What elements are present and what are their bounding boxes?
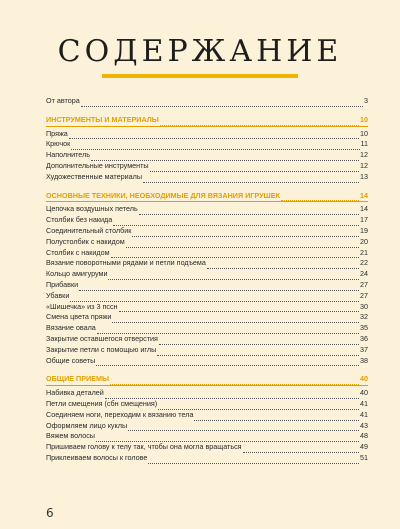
toc-entry[interactable]	[46, 356, 368, 367]
toc-entry-label: Набивка деталей	[46, 388, 104, 398]
dot-leader	[243, 445, 359, 453]
toc-section-heading[interactable]	[46, 374, 368, 385]
toc-entry[interactable]	[46, 291, 368, 302]
toc-entry-page: 32	[360, 312, 368, 322]
dot-leader	[111, 250, 359, 258]
toc-entry-page: 49	[360, 442, 368, 452]
toc-entry[interactable]	[46, 302, 368, 313]
toc-entry-page: 41	[360, 398, 368, 408]
toc-entry[interactable]	[46, 237, 368, 248]
dot-leader	[81, 99, 363, 107]
dot-leader	[132, 229, 359, 237]
toc-entry-label: Дополнительные инструменты	[46, 160, 149, 170]
dot-leader	[150, 164, 359, 172]
toc-entry[interactable]	[46, 161, 368, 172]
toc-section-label: ИНСТРУМЕНТЫ И МАТЕРИАЛЫ	[46, 114, 159, 124]
toc-entry-label: Приклеиваем волосы к голове	[46, 452, 148, 462]
toc-section-page: 40	[360, 374, 368, 384]
toc-entry-label: Закрытие оставшегося отверстия	[46, 333, 158, 343]
dot-leader	[113, 218, 359, 226]
toc-entry-label: Вязание овала	[46, 323, 96, 333]
dot-leader	[79, 283, 359, 291]
toc-entry-label: Цепочка воздушных петель	[46, 204, 138, 214]
toc-entry[interactable]	[46, 442, 368, 453]
toc-entry-label: Петли смещения (сбн смещения)	[46, 398, 158, 408]
toc-entry-page: 14	[360, 204, 368, 214]
dot-leader	[148, 456, 359, 464]
dot-leader	[112, 315, 359, 323]
dot-leader	[96, 358, 359, 366]
dot-leader	[70, 294, 359, 302]
toc-section-label: ОБЩИЕ ПРИЕМЫ	[46, 374, 109, 384]
toc-entry-label: Закрытие петли с помощью иглы	[46, 344, 157, 354]
toc-entry-page: 37	[360, 344, 368, 354]
toc-entry-label: Столбик без накида	[46, 215, 113, 225]
toc-entry-label: Пряжа	[46, 128, 68, 138]
toc-entry-page: 12	[360, 160, 368, 170]
toc-entry-page: 19	[360, 225, 368, 235]
toc-entry-page: 10	[360, 128, 368, 138]
toc-entry-label: Общие советы	[46, 355, 96, 365]
toc-entry-label: Кольцо амигуруми	[46, 269, 108, 279]
toc-entry-page: 21	[360, 247, 368, 257]
toc-entry-page: 30	[360, 301, 368, 311]
toc-entry[interactable]	[46, 323, 368, 334]
dot-leader	[207, 261, 359, 269]
toc-entry-page: 27	[360, 290, 368, 300]
toc-entry-label: Крючок	[46, 139, 71, 149]
section-divider	[46, 385, 368, 386]
toc-entry[interactable]	[46, 334, 368, 345]
toc-entry[interactable]	[46, 410, 368, 421]
page-title: СОДЕРЖАНИЕ	[57, 34, 343, 69]
toc-entry[interactable]	[46, 453, 368, 464]
dot-leader	[96, 434, 359, 442]
toc-entry-page: 17	[360, 215, 368, 225]
dot-leader	[139, 207, 359, 215]
toc-entry-page: 40	[360, 388, 368, 398]
dot-leader	[69, 131, 359, 139]
toc-entry-page: 43	[360, 420, 368, 430]
toc-entry-page: 13	[360, 171, 368, 181]
dot-leader	[194, 413, 359, 421]
toc-entry[interactable]	[46, 345, 368, 356]
table-of-contents	[46, 96, 368, 464]
dot-leader	[160, 118, 359, 126]
toc-entry-label: Наполнитель	[46, 150, 91, 160]
toc-entry-page: 51	[360, 452, 368, 462]
title-underline	[102, 74, 298, 78]
toc-entry-intro[interactable]	[46, 96, 368, 107]
section-divider	[46, 201, 368, 202]
toc-entry[interactable]	[46, 269, 368, 280]
toc-entry-label: Убавки	[46, 290, 70, 300]
dot-leader	[157, 348, 359, 356]
toc-section-page: 10	[360, 114, 368, 124]
toc-entry-page: 3	[364, 96, 368, 105]
toc-entry-page: 24	[360, 269, 368, 279]
toc-entry-page: 20	[360, 236, 368, 246]
toc-entry-label: Вязание поворотными рядами и петли подъема	[46, 258, 206, 268]
dot-leader	[158, 402, 359, 410]
toc-entry-label: Соединяем ноги, переходим к вязанию тела	[46, 409, 194, 419]
dot-leader	[126, 240, 359, 248]
section-divider	[46, 126, 368, 127]
toc-entry[interactable]	[46, 280, 368, 291]
toc-entry-page: 48	[360, 431, 368, 441]
toc-entry-label: Художественные материалы	[46, 171, 142, 181]
toc-entry[interactable]	[46, 258, 368, 269]
toc-entry-label: Смена цвета пряжи	[46, 312, 112, 322]
toc-entry-page: 12	[360, 150, 368, 160]
toc-entry[interactable]	[46, 150, 368, 161]
dot-leader	[119, 304, 359, 312]
toc-section-page: 14	[360, 190, 368, 200]
dot-leader	[110, 377, 359, 385]
toc-section-heading[interactable]	[46, 115, 368, 126]
toc-section-heading[interactable]	[46, 191, 368, 202]
toc-entry-label: Пришиваем голову к телу так, чтобы она могла вращаться	[46, 442, 242, 452]
toc-entry-label: «Шишечка» из 3 пссн	[46, 301, 118, 311]
dot-leader	[128, 423, 359, 431]
dot-leader	[91, 153, 359, 161]
toc-section-label: ОСНОВНЫЕ ТЕХНИКИ, НЕОБХОДИМЫЕ ДЛЯ ВЯЗАНИЯ ИГРУШЕК	[46, 190, 280, 200]
dot-leader	[97, 326, 359, 334]
toc-entry-label: От автора	[46, 96, 80, 105]
toc-entry-page: 27	[360, 279, 368, 289]
toc-entry-page: 22	[360, 258, 368, 268]
toc-entry-page: 35	[360, 323, 368, 333]
toc-entry-label: Соединительный столбик	[46, 225, 132, 235]
dot-leader	[108, 272, 359, 280]
toc-entry-page: 38	[360, 355, 368, 365]
toc-entry[interactable]	[46, 421, 368, 432]
toc-entry[interactable]	[46, 129, 368, 140]
toc-entry[interactable]	[46, 139, 368, 150]
dot-leader	[281, 193, 359, 201]
toc-entry-label: Полустолбик с накидом	[46, 236, 125, 246]
toc-entry[interactable]	[46, 399, 368, 410]
toc-entry-label: Столбик с накидом	[46, 247, 110, 257]
dot-leader	[159, 337, 359, 345]
dot-leader	[105, 391, 359, 399]
page-number: 6	[46, 506, 54, 520]
dot-leader	[143, 175, 359, 183]
toc-entry[interactable]	[46, 431, 368, 442]
dot-leader	[71, 142, 359, 150]
toc-entry-label: Вяжем волосы	[46, 431, 95, 441]
toc-entry-page: 36	[360, 333, 368, 343]
toc-entry[interactable]	[46, 215, 368, 226]
toc-entry-label: Оформляем лицо куклы	[46, 420, 128, 430]
toc-entry[interactable]	[46, 248, 368, 259]
toc-entry[interactable]	[46, 226, 368, 237]
toc-entry[interactable]	[46, 312, 368, 323]
toc-entry[interactable]	[46, 172, 368, 183]
toc-entry[interactable]	[46, 204, 368, 215]
toc-entry-page: 11	[360, 139, 368, 149]
toc-entry[interactable]	[46, 388, 368, 399]
toc-entry-label: Прибавки	[46, 279, 79, 289]
toc-entry-page: 41	[360, 409, 368, 419]
